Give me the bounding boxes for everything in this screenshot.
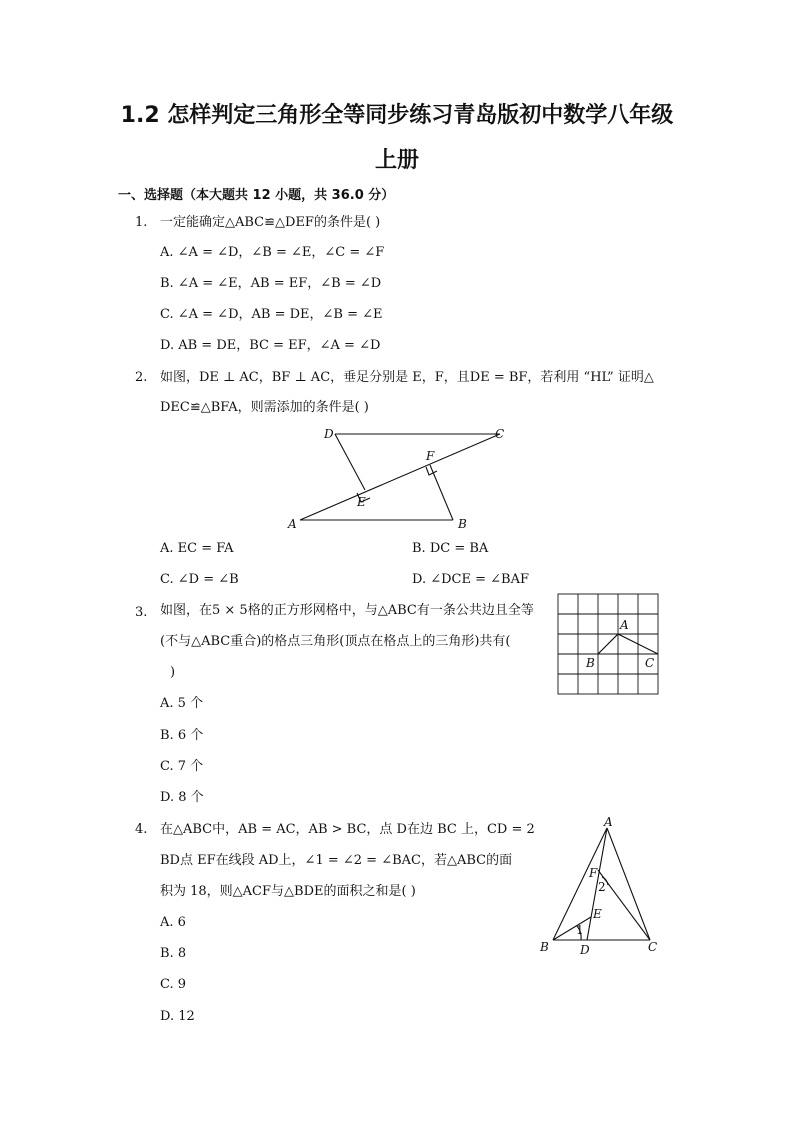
question-4-stem-line-1: 在△ABC中，AB = AC，AB > BC，点 D在边 BC 上，CD = 2	[160, 822, 535, 837]
q4-label-a: A	[604, 815, 613, 829]
question-4-number: 4.	[135, 822, 148, 837]
question-1-option-b: B. ∠A = ∠E，AB = EF，∠B = ∠D	[160, 276, 382, 291]
q4-label-c: C	[648, 940, 658, 954]
question-2-stem-line-2: DEC≌△BFA，则需添加的条件是( )	[160, 400, 369, 415]
question-3-option-d: D. 8 个	[160, 790, 204, 805]
question-1-option-d: D. AB = DE，BC = EF，∠A = ∠D	[160, 338, 381, 353]
question-1-stem: 一定能确定△ABC≌△DEF的条件是( )	[160, 215, 381, 230]
question-3-option-c: C. 7 个	[160, 759, 204, 774]
q4-label-1: 1	[576, 923, 584, 937]
question-3-option-b: B. 6 个	[160, 728, 204, 743]
question-4-option-d: D. 12	[160, 1009, 195, 1024]
question-1-number: 1.	[135, 215, 148, 230]
question-2-option-d: D. ∠DCE = ∠BAF	[412, 572, 529, 587]
q4-label-b: B	[540, 940, 549, 954]
question-1-option-c: C. ∠A = ∠D，AB = DE，∠B = ∠E	[160, 307, 383, 322]
q3-label-a: A	[620, 618, 629, 632]
question-2-stem-line-1: 如图，DE ⊥ AC，BF ⊥ AC，垂足分别是 E，F，且DE = BF，若利用 “HL” 证明△	[160, 370, 654, 385]
page-title-line-2: 上册	[374, 148, 419, 173]
q3-label-c: C	[645, 656, 655, 670]
page-title-line-1: 1.2 怎样判定三角形全等同步练习青岛版初中数学八年级	[120, 103, 674, 128]
q4-label-d: D	[580, 943, 590, 957]
question-4-option-a: A. 6	[160, 915, 186, 930]
q2-label-d: D	[324, 427, 334, 441]
question-3-option-a: A. 5 个	[160, 696, 204, 711]
q2-label-b: B	[458, 517, 467, 531]
question-3-stem-line-2: (不与△ABC重合)的格点三角形(顶点在格点上的三角形)共有(	[160, 634, 511, 649]
q3-label-b: B	[586, 656, 595, 670]
question-2-option-b: B. DC = BA	[412, 541, 489, 556]
q2-label-e: E	[357, 495, 366, 509]
question-3-number: 3.	[135, 605, 148, 620]
q2-label-c: C	[495, 427, 505, 441]
q4-label-e: E	[593, 907, 602, 921]
question-1-option-a: A. ∠A = ∠D，∠B = ∠E，∠C = ∠F	[160, 245, 385, 260]
q4-label-f: F	[589, 866, 598, 880]
question-4-stem-line-2: BD点 EF在线段 AD上，∠1 = ∠2 = ∠BAC，若△ABC的面	[160, 853, 513, 868]
question-2-option-c: C. ∠D = ∠B	[160, 572, 239, 587]
question-2-number: 2.	[135, 370, 148, 385]
q2-label-f: F	[426, 449, 435, 463]
question-3-stem-line-3: )	[170, 665, 176, 680]
q4-label-2: 2	[598, 880, 606, 894]
question-4-stem-line-3: 积为 18，则△ACF与△BDE的面积之和是( )	[160, 884, 416, 899]
question-2-option-a: A. EC = FA	[160, 541, 234, 556]
question-3-stem-line-1: 如图，在5 × 5格的正方形网格中，与△ABC有一条公共边且全等	[160, 603, 534, 618]
question-4-option-b: B. 8	[160, 946, 187, 961]
question-4-option-c: C. 9	[160, 977, 187, 992]
section-heading: 一、选择题（本大题共 12 小题，共 36.0 分）	[118, 188, 395, 203]
q2-label-a: A	[288, 517, 297, 531]
